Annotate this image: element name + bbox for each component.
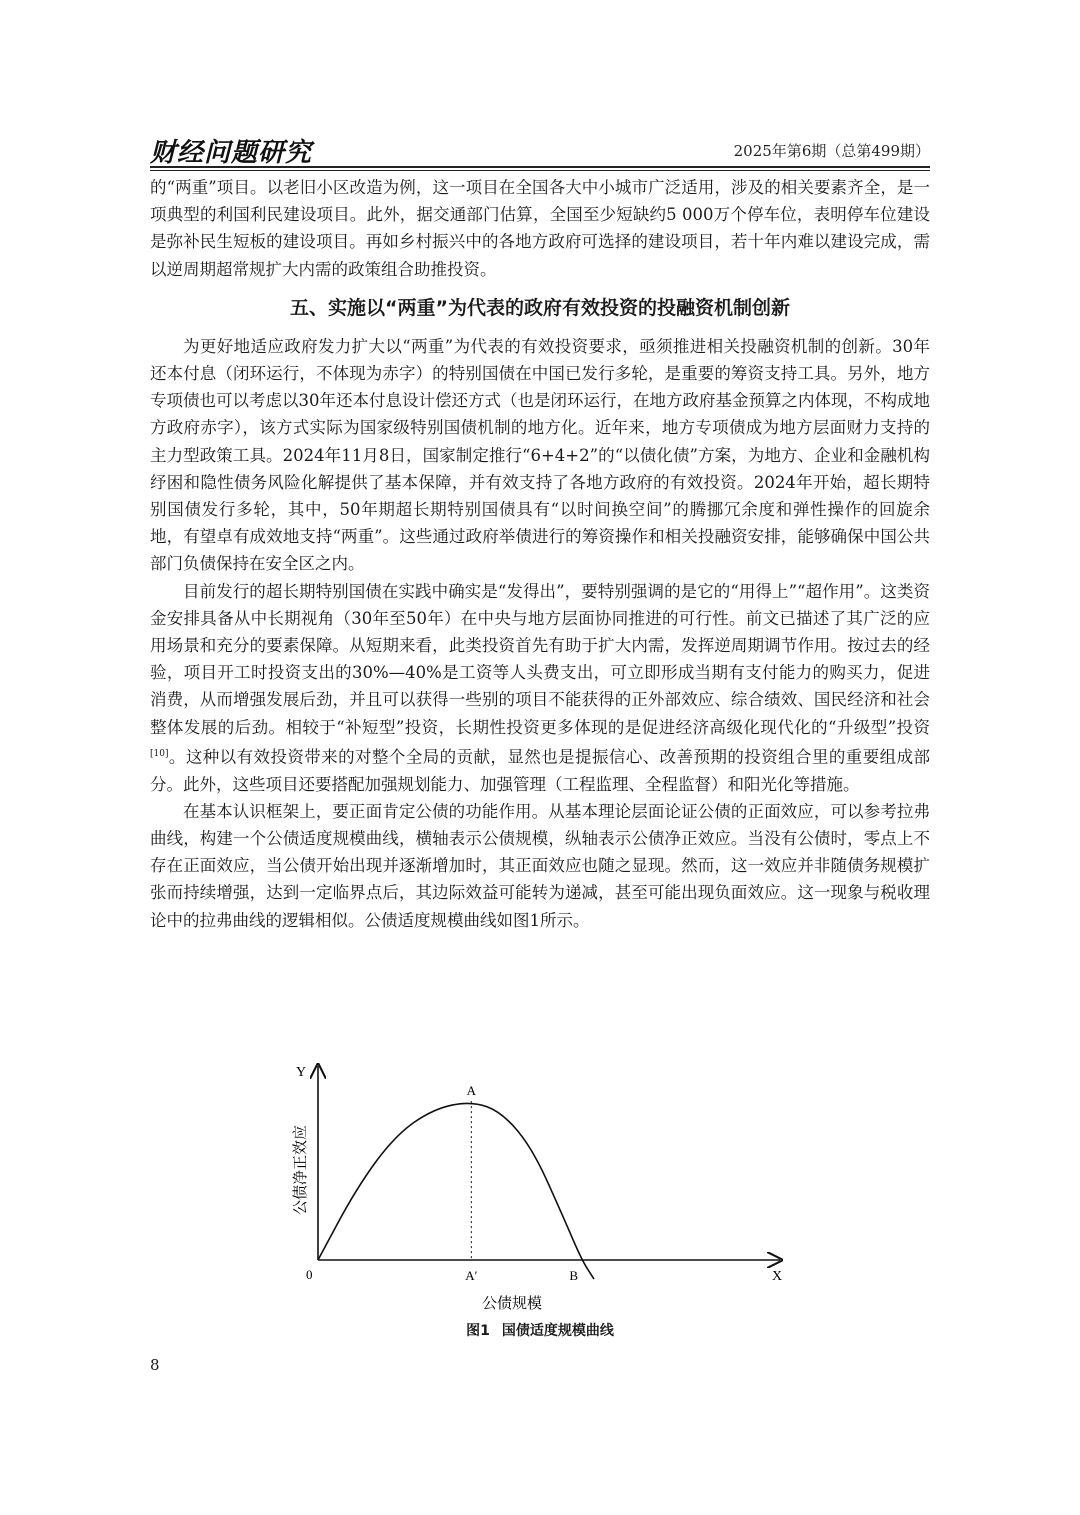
header-rule-thick	[150, 166, 930, 168]
paragraph-1: 为更好地适应政府发力扩大以“两重”为代表的有效投资要求，亟须推进相关投融资机制的创新。30年还本付息（闭环运行，不体现为赤字）的特别国债在中国已发行多轮，是重要的筹资支持工具。另外，地方专项债也可以考虑以30年还本付息设计偿还方式（也是闭环运行，在地方政府基金预算之内体现，不构成地方政府赤字），该方式实际为国家级特别国债机制的地方化。近年来，地方专项债成为地方层面财力支持的主力型政策工具。2024年11月8日，国家制定推行“6+4+2”的“以债化债”方案，为地方、企业和金融机构纾困和隐性债务风险化解提供了基本保障，并有效支持了各地方政府的有效投资。2024年开始，超长期特别国债发行多轮，其中，50年期超长期特别国债具有“以时间换空间”的腾挪冗余度和弹性操作的回旋余地，有望卓有成效地支持“两重”。这些通过政府举债进行的筹资操作和相关投融资安排，能够确保中国公共部门负债保持在安全区之内。	[150, 336, 930, 574]
paragraph-2-part-a: 目前发行的超长期特别国债在实践中确实是“发得出”，要特别强调的是它的“用得上”“超作用”。这类资金安排具备从中长期视角（30年至50年）在中央与地方层面协同推进的可行性。前文已描述了其广泛的应用场景和充分的要素保障。从短期来看，此类投资首先有助于扩大内需，发挥逆周期调节作用。按过去的经验，项目开工时投资支出的30%—40%是工资等人头费支出，可立即形成当期有支付能力的购买力，促进消费，从而增强发展后劲，并且可以获得一些别的项目不能获得的正外部效应、综合绩效、国民经济和社会整体发展的后劲。相较于“补短型”投资，长期性投资更多体现的是促进经济高级化现代化的“升级型”投资	[150, 581, 930, 737]
running-header	[150, 130, 930, 166]
issue-info: 2025年第6期（总第499期）	[733, 142, 930, 160]
y-axis-letter: Y	[296, 1065, 307, 1080]
figure-1	[290, 1060, 790, 1320]
citation-ref[interactable]: [10]	[150, 748, 169, 759]
paragraph-2	[150, 578, 930, 798]
root-label: B	[569, 1268, 579, 1283]
article-body	[150, 174, 930, 934]
figure-caption-label: 图1	[466, 1323, 490, 1339]
peak-label: A	[466, 1083, 477, 1099]
header-rule-thin	[150, 170, 930, 171]
paragraph-continued: 的“两重”项目。以老旧小区改造为例，这一项目在全国各大中小城市广泛适用，涉及的相关要素齐全，是一项典型的利国利民建设项目。此外，据交通部门估算，全国至少短缺约5 000万个停车位，表明停车位建设是弥补民生短板的建设项目。再如乡村振兴中的各地方政府可选择的建设项目，若十年内难以建设完成，需以逆周期超常规扩大内需的政策组合助推投资。	[150, 178, 930, 279]
debt-scale-chart	[290, 1060, 790, 1320]
peak-foot-label: A′	[465, 1268, 478, 1283]
paragraph-2-part-b: 。这种以有效投资带来的对整个全局的贡献，显然也是提振信心、改善预期的投资组合里的重要组成部分。此外，这些项目还要搭配加强规划能力、加强管理（工程监理、全程监督）和阳光化等措施。	[150, 747, 930, 794]
x-axis-title: 公债规模	[481, 1294, 543, 1312]
figure-caption-title: 国债适度规模曲线	[501, 1323, 614, 1339]
journal-name: 财经问题研究	[150, 138, 313, 168]
figure-caption	[150, 1320, 930, 1340]
section-heading: 五、实施以“两重”为代表的政府有效投资的投融资机制创新	[290, 296, 790, 319]
paragraph-3: 在基本认识框架上，要正面肯定公债的功能作用。从基本理论层面论证公债的正面效应，可以参考拉弗曲线，构建一个公债适度规模曲线，横轴表示公债规模，纵轴表示公债净正效应。当没有公债时，零点上不存在正面效应，当公债开始出现并逐渐增加时，其正面效应也随之显现。然而，这一效应并非随债务规模扩张而持续增强，达到一定临界点后，其边际效益可能转为递减，甚至可能出现负面效应。这一现象与税收理论中的拉弗曲线的逻辑相似。公债适度规模曲线如图1所示。	[150, 801, 930, 930]
y-axis-title: 公债净正效应	[291, 1124, 309, 1216]
x-axis-letter: X	[772, 1269, 783, 1284]
origin-label: 0	[306, 1267, 313, 1282]
page-number: 8	[150, 1356, 160, 1374]
debt-effect-curve	[318, 1103, 594, 1279]
